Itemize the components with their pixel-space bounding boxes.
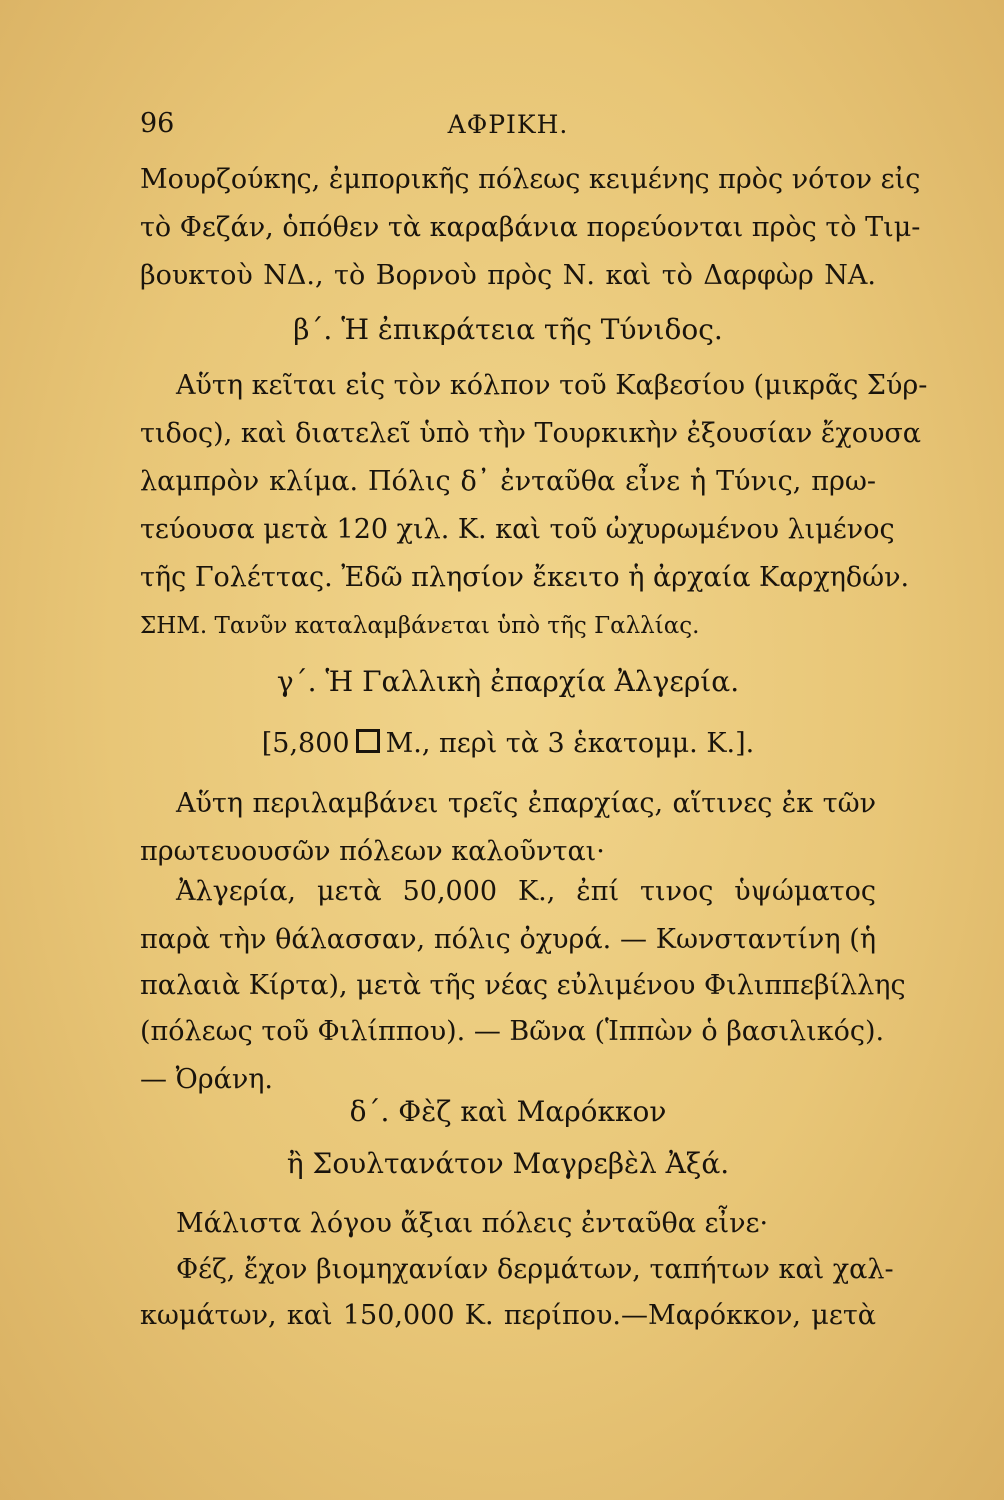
section-heading: γ΄. Ἡ Γαλλικὴ ἐπαρχία Ἀλγερία. — [276, 665, 740, 698]
note-line: ΣΗΜ. Τανῦν καταλαμβάνεται ὑπὸ τῆς Γαλλίας. — [140, 613, 700, 639]
area-value: [5,800 — [261, 728, 350, 759]
text-line: Αὕτη περιλαμβάνει τρεῖς ἐπαρχίας, αἵτινες ἐκ τῶν — [176, 788, 876, 819]
text-line: τῆς Γολέττας. Ἐδῶ πλησίον ἔκειτο ἡ ἀρχαία Καρχηδών. — [140, 562, 910, 593]
text-line: παρὰ τὴν θάλασσαν, πόλις ὀχυρά. — Κωνσταντίνη (ἡ — [140, 924, 876, 955]
section-heading: δ΄. Φὲζ καὶ Μαρόκκον — [349, 1095, 667, 1128]
section-heading: β΄. Ἡ ἐπικράτεια τῆς Τύνιδος. — [293, 313, 723, 346]
text-line: λαμπρὸν κλίμα. Πόλις δ᾽ ἐνταῦθα εἶνε ἡ Τύνις, πρω- — [140, 466, 876, 497]
area-line — [140, 726, 876, 762]
text-line: τεύουσα μετὰ 120 χιλ. Κ. καὶ τοῦ ὠχυρωμένου λιμένος — [140, 514, 895, 545]
text-line: τιδος), καὶ διατελεῖ ὑπὸ τὴν Τουρκικὴν ἐξουσίαν ἔχουσα — [140, 418, 922, 449]
text-line: πρωτευουσῶν πόλεων καλοῦνται· — [140, 836, 605, 867]
text-line: (πόλεως τοῦ Φιλίππου). — Βῶνα (Ἱππὼν ὁ βασιλικός). — [140, 1016, 885, 1047]
section-heading: ἢ Σουλτανάτον Μαγρεβὲλ Ἀξά. — [286, 1147, 730, 1180]
area-rest: Μ., περὶ τὰ 3 ἑκατομμ. Κ.]. — [385, 728, 755, 759]
running-head: ΑΦΡΙΚΗ. — [447, 110, 569, 139]
text-line: Ἀλγερία, μετὰ 50,000 Κ., ἐπί τινος ὑψώματος — [176, 876, 876, 907]
text-line: Αὕτη κεῖται εἰς τὸν κόλπον τοῦ Καβεσίου (μικρᾶς Σύρ- — [176, 370, 928, 401]
square-symbol-icon — [356, 729, 380, 753]
text-line: — Ὀράνη. — [140, 1064, 273, 1095]
text-line: Μουρζούκης, ἐμπορικῆς πόλεως κειμένης πρὸς νότον εἰς — [140, 164, 921, 195]
page-number: 96 — [140, 108, 175, 139]
text-line: τὸ Φεζάν, ὁπόθεν τὰ καραβάνια πορεύονται πρὸς τὸ Τιμ- — [140, 212, 921, 243]
text-line: Φέζ, ἔχον βιομηχανίαν δερμάτων, ταπήτων καὶ χαλ- — [176, 1254, 894, 1285]
text-line: παλαιὰ Κίρτα), μετὰ τῆς νέας εὐλιμένου Φιλιππεβίλλης — [140, 970, 906, 1001]
text-line: Μάλιστα λόγου ἄξιαι πόλεις ἐνταῦθα εἶνε· — [176, 1208, 769, 1239]
text-line: βουκτοὺ ΝΔ., τὸ Βορνοὺ πρὸς Ν. καὶ τὸ Δαρφὼρ ΝΑ. — [140, 260, 876, 291]
text-line: κωμάτων, καὶ 150,000 Κ. περίπου.—Μαρόκκον, μετὰ — [140, 1300, 876, 1331]
page-header — [140, 108, 876, 148]
